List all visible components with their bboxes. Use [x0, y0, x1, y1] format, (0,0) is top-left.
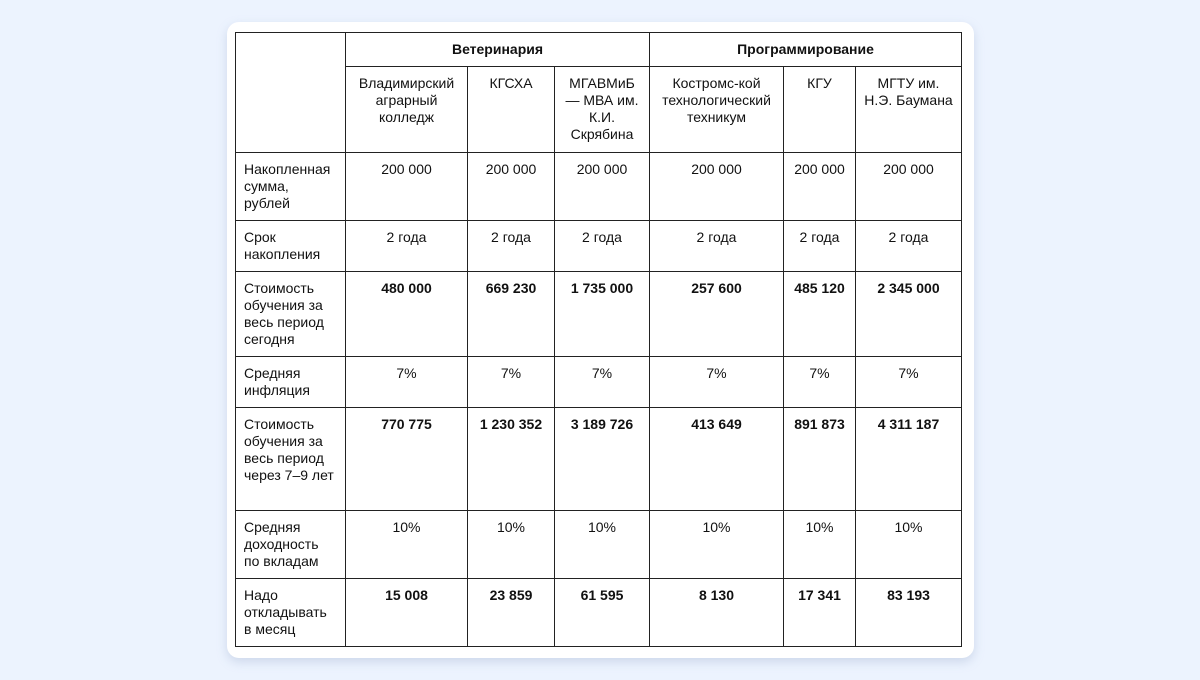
row-label: Средняя доходность по вкладам [236, 511, 346, 579]
row-label: Срок накопления [236, 221, 346, 272]
table-cell: 7% [650, 357, 784, 408]
institution-header: КГУ [784, 67, 856, 153]
table-cell: 200 000 [468, 153, 555, 221]
table-cell: 7% [555, 357, 650, 408]
institution-header: МГТУ им. Н.Э. Баумана [856, 67, 962, 153]
table-cell: 485 120 [784, 272, 856, 357]
table-cell: 200 000 [856, 153, 962, 221]
table-row [236, 153, 962, 221]
table-cell: 770 775 [346, 408, 468, 511]
row-label: Стоимость обучения за весь период через 7–9 лет [236, 408, 346, 511]
table-row [236, 408, 962, 511]
table-cell: 1 230 352 [468, 408, 555, 511]
table-cell: 10% [346, 511, 468, 579]
table-cell: 4 311 187 [856, 408, 962, 511]
group-header-row [236, 33, 962, 67]
institution-header: КГСХА [468, 67, 555, 153]
row-label: Накопленная сумма, рублей [236, 153, 346, 221]
table-cell: 669 230 [468, 272, 555, 357]
institution-header: Костромс-кой технологический техникум [650, 67, 784, 153]
table-cell: 200 000 [346, 153, 468, 221]
table-cell: 7% [856, 357, 962, 408]
table-cell: 2 года [468, 221, 555, 272]
table-cell: 10% [784, 511, 856, 579]
table-row [236, 272, 962, 357]
table-cell: 17 341 [784, 579, 856, 647]
row-label: Стоимость обучения за весь период сегодня [236, 272, 346, 357]
group-veterinary: Ветеринария [346, 33, 650, 67]
savings-table [235, 32, 962, 647]
table-cell: 2 года [346, 221, 468, 272]
table-cell: 10% [856, 511, 962, 579]
table-cell: 2 года [784, 221, 856, 272]
table-cell: 10% [650, 511, 784, 579]
table-cell: 200 000 [784, 153, 856, 221]
institution-header: Владимирский аграрный колледж [346, 67, 468, 153]
table-cell: 257 600 [650, 272, 784, 357]
table-row [236, 221, 962, 272]
table-cell: 480 000 [346, 272, 468, 357]
table-cell: 23 859 [468, 579, 555, 647]
table-cell: 1 735 000 [555, 272, 650, 357]
table-cell: 200 000 [650, 153, 784, 221]
table-cell: 891 873 [784, 408, 856, 511]
table-row [236, 511, 962, 579]
table-cell: 10% [468, 511, 555, 579]
table-cell: 61 595 [555, 579, 650, 647]
table-cell: 2 345 000 [856, 272, 962, 357]
table-cell: 7% [346, 357, 468, 408]
table-cell: 7% [468, 357, 555, 408]
table-cell: 2 года [650, 221, 784, 272]
table-cell: 2 года [856, 221, 962, 272]
table-cell: 83 193 [856, 579, 962, 647]
table-cell: 10% [555, 511, 650, 579]
table-cell: 7% [784, 357, 856, 408]
table-row [236, 357, 962, 408]
table-row [236, 579, 962, 647]
table-cell: 200 000 [555, 153, 650, 221]
row-label: Средняя инфляция [236, 357, 346, 408]
table-cell: 15 008 [346, 579, 468, 647]
table-cell: 2 года [555, 221, 650, 272]
row-label: Надо откладывать в месяц [236, 579, 346, 647]
table-cell: 413 649 [650, 408, 784, 511]
corner-cell [236, 33, 346, 153]
table-cell: 3 189 726 [555, 408, 650, 511]
group-programming: Программирование [650, 33, 962, 67]
table-cell: 8 130 [650, 579, 784, 647]
institution-header: МГАВМиБ — МВА им. К.И. Скрябина [555, 67, 650, 153]
